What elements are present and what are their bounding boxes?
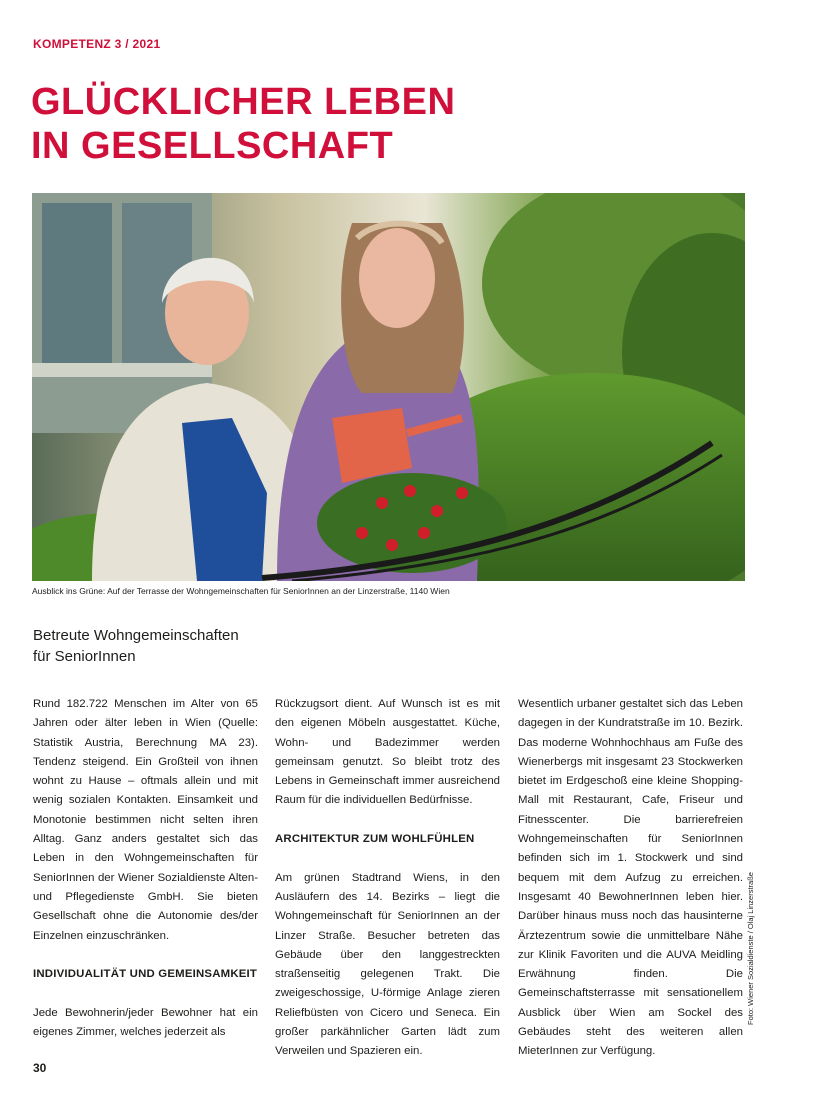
text-column-1 — [33, 695, 258, 1062]
photo-credit: Foto: Wiener Sozialdienste / Olaj Linzerstraße — [746, 872, 755, 1025]
text-column-2 — [275, 695, 500, 1081]
paragraph: Jede Bewohnerin/jeder Bewohner hat ein eigenes Zimmer, welches jederzeit als — [33, 1006, 258, 1039]
paragraph: Wesentlich urbaner gestaltet sich das Leben dagegen in der Kundratstraße im 10. Bezirk. Das moderne Wohnhochhaus am Fuße des Wienerbergs mit insgesamt 23 Stockwerken bietet im Erdgeschoß eine kleine Shopping-Mall mit Restaurant, Cafe, Friseur und Fitnesscenter. Die barrierefreien Wohngemeinschaften für SeniorInnen befinden sich im 1. Stockwerk und sind bequem mit dem Aufzug zu erreichen. Insgesamt 40 BewohnerInnen leben hier. Darüber hinaus muss noch das hausinterne Ärztezentrum sowie die unmittelbare Nähe zur Klinik Favoriten und die AUVA Meidling Erwähnung finden. Die Gemeinschaftsterrasse mit sensationellem Ausblick über Wien am Sockel des Gebäudes steht des weiteren allen MieterInnen zur Verfügung. — [518, 698, 743, 1058]
photo-caption: Ausblick ins Grüne: Auf der Terrasse der Wohngemeinschaften für SeniorInnen an der Linzerstraße, 1140 Wien — [32, 586, 450, 596]
title-line-2: IN GESELLSCHAFT — [31, 125, 394, 167]
section-kicker: KOMPETENZ 3 / 2021 — [33, 37, 161, 51]
paragraph: Rückzugsort dient. Auf Wunsch ist es mit den eigenen Möbeln ausgestattet. Küche, Wohn- und Badezimmer werden gemeinsam genutzt. So bleibt trotz des Lebens in Gemeinschaft immer ausreichend Raum für die individuellen Bedürfnisse. — [275, 698, 500, 807]
page-number: 30 — [33, 1061, 47, 1075]
hero-photo — [32, 193, 745, 581]
page-title — [31, 80, 455, 168]
section-heading: INDIVIDUALITÄT UND GEMEINSAMKEIT — [33, 968, 258, 981]
paragraph: Rund 182.722 Menschen im Alter von 65 Jahren oder älter leben in Wien (Quelle: Statistik Austria, Berechnung MA 23). Tendenz steigend. Ein Großteil von ihnen wohnt zu Hause – oftmals allein und mit wenig sozialen Kontakten. Einsamkeit und Monotonie bestimmen nicht selten ihren Alltag. Ganz anders gestaltet sich das Leben in den Wohngemeinschaften für SeniorInnen der Wiener Sozialdienste Alten- und Pflegedienste GmbH. Sie bieten Gesellschaft ohne die Autonomie des/der Einzelnen einzuschränken. — [33, 698, 258, 942]
paragraph: Am grünen Stadtrand Wiens, in den Ausläufern des 14. Bezirks – liegt die Wohngemeinschaft für SeniorInnen an der Linzer Straße. Besucher betreten das Gebäude über den langgestreckten straßenseitig gelegenen Trakt. Die zweigeschossige, U-förmige Anlage zieren Reliefbüsten von Cicero und Seneca. Ein großer parkähnlicher Garten lädt zum Verweilen und Spazieren ein. — [275, 871, 500, 1058]
subtitle-line-1: Betreute Wohngemeinschaften — [33, 627, 239, 644]
title-line-1: GLÜCKLICHER LEBEN — [31, 81, 456, 123]
article-subtitle — [33, 625, 333, 667]
text-column-3 — [518, 695, 743, 1081]
photo-illustration — [32, 193, 745, 581]
subtitle-line-2: für SeniorInnen — [33, 648, 136, 665]
section-heading: ARCHITEKTUR ZUM WOHLFÜHLEN — [275, 833, 475, 846]
